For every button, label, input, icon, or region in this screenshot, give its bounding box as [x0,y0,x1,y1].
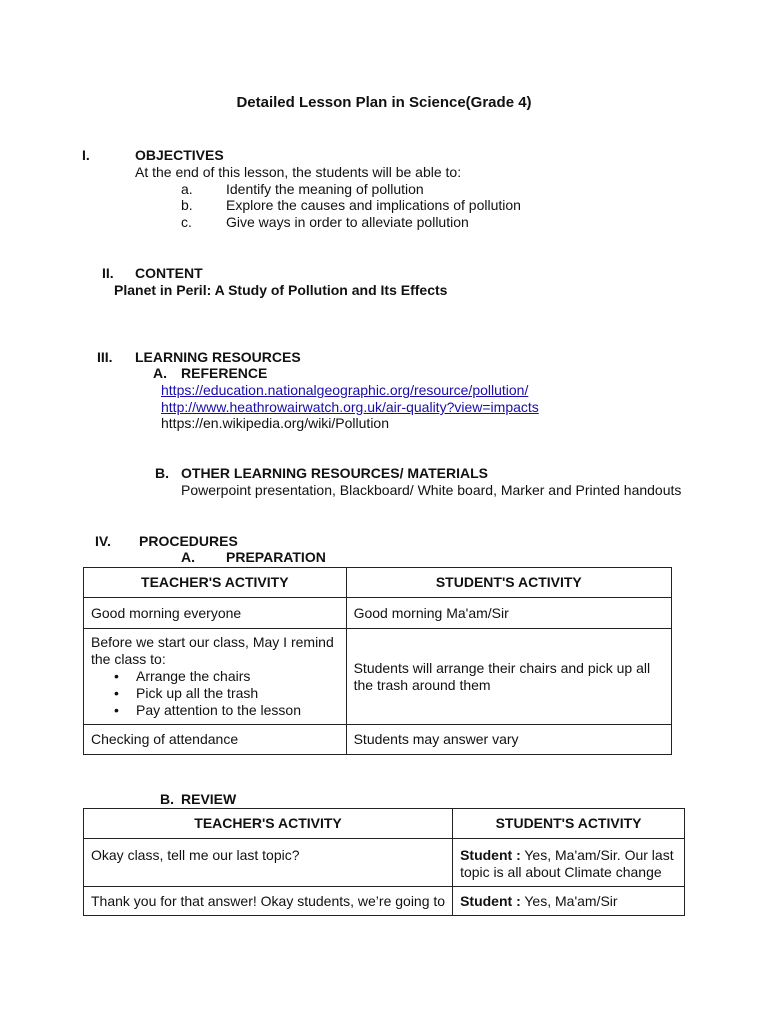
review-header-teacher: TEACHER'S ACTIVITY [84,809,453,839]
objective-letter-b: b. [181,197,193,213]
review-label: B. [160,791,174,807]
objective-item-b: Explore the causes and implications of pollution [226,197,521,213]
preparation-teacher-cell: Good morning everyone [84,598,347,629]
student-label: Student : [460,847,521,863]
reference-heading: REFERENCE [181,365,268,381]
content-topic: Planet in Peril: A Study of Pollution and Its Effects [114,282,448,298]
student-label: Student : [460,892,521,909]
other-resources-heading: OTHER LEARNING RESOURCES/ MATERIALS [181,465,488,481]
student-response-line: the trash around them [353,676,491,693]
resources-number: III. [97,349,113,365]
preparation-student-cell: Good morning Ma'am/Sir [346,598,671,629]
student-response-line: Students will arrange their chairs and pick up all [353,659,651,676]
preparation-label: A. [181,549,195,565]
objective-item-a: Identify the meaning of pollution [226,181,424,197]
reference-link-heathrow[interactable]: http://www.heathrowairwatch.org.uk/air-quality?view=impacts [161,399,539,415]
procedures-number: IV. [95,533,111,549]
other-resources-label: B. [155,465,169,481]
review-teacher-cell: Okay class, tell me our last topic? [84,839,453,887]
list-item: • Arrange the chairs [136,668,339,685]
content-heading: CONTENT [135,265,203,281]
objectives-heading: OBJECTIVES [135,147,224,163]
preparation-student-cell: Students may answer vary [346,725,671,755]
objectives-intro: At the end of this lesson, the students will be able to: [135,164,462,180]
reference-label: A. [153,365,167,381]
reference-link-natgeo[interactable]: https://education.nationalgeographic.org/resource/pollution/ [161,382,529,398]
preparation-teacher-cell: Checking of attendance [84,725,347,755]
list-item: • Pick up all the trash [136,685,339,702]
objectives-number: I. [82,147,90,163]
reminder-list [91,668,339,719]
objective-item-c: Give ways in order to alleviate pollution [226,214,469,230]
resources-heading: LEARNING RESOURCES [135,349,301,365]
reference-link-wikipedia: https://en.wikipedia.org/wiki/Pollution [161,415,390,431]
review-table [83,808,685,916]
review-teacher-cell: Thank you for that answer! Okay students, we’re going to [84,887,453,916]
student-response: Yes, Ma'am/Sir [520,892,618,909]
content-number: II. [102,265,114,281]
reminder-line: Before we start our class, May I remind [91,634,334,650]
review-student-cell [453,887,685,916]
review-header-student: STUDENT'S ACTIVITY [453,809,685,839]
preparation-table [83,567,672,755]
review-student-cell [453,839,685,887]
procedures-heading: PROCEDURES [139,533,238,549]
preparation-heading: PREPARATION [226,549,326,565]
objective-letter-c: c. [181,214,192,230]
student-response: topic is all about Climate change [460,864,662,880]
preparation-teacher-cell [84,629,347,725]
list-item: • Pay attention to the lesson [136,702,339,719]
reminder-line: the class to: [91,651,166,667]
preparation-header-student: STUDENT'S ACTIVITY [346,568,671,598]
student-response: Yes, Ma'am/Sir. Our last [520,847,674,863]
page-title: Detailed Lesson Plan in Science(Grade 4) [236,94,532,111]
preparation-header-teacher: TEACHER'S ACTIVITY [84,568,347,598]
other-resources-text: Powerpoint presentation, Blackboard/ White board, Marker and Printed handouts [181,482,682,498]
review-heading: REVIEW [181,791,237,807]
objective-letter-a: a. [181,181,193,197]
preparation-student-cell [346,629,671,725]
